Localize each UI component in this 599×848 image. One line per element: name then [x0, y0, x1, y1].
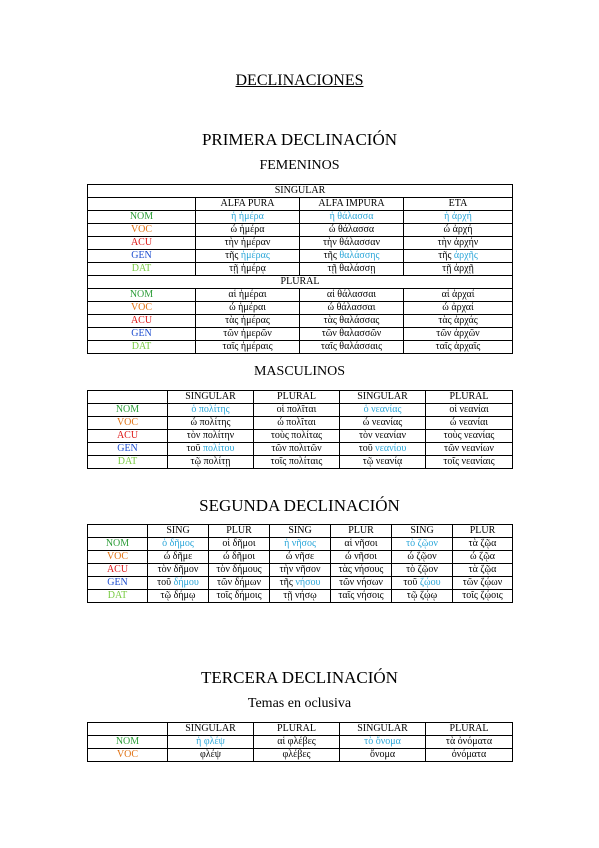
table-cell: [340, 443, 426, 456]
table-cell: [254, 749, 340, 762]
header-row: [88, 391, 513, 404]
table-cell: [331, 538, 392, 551]
table-cell: [254, 417, 340, 430]
table-cell: [196, 263, 300, 276]
singular-label: SINGULAR: [88, 185, 513, 198]
header-row: [88, 525, 513, 538]
table-cell: [392, 577, 453, 590]
word-form: ταῖς νήσοις: [338, 590, 384, 601]
case-label-acu: ACU: [88, 315, 196, 328]
table-row: [88, 736, 513, 749]
table-cell: [404, 302, 513, 315]
segunda-heading: SEGUNDA DECLINACIÓN: [199, 496, 400, 515]
highlighted-form: τὸ ὄνομα: [364, 736, 401, 747]
table-cell: [209, 590, 270, 603]
case-label-gen: GEN: [88, 250, 196, 263]
table-cell: [300, 224, 404, 237]
table-cell: [148, 577, 209, 590]
table-cell: [300, 289, 404, 302]
word-form: ὦ ἡμέρα: [230, 224, 265, 235]
table-cell: [209, 551, 270, 564]
table-cell: [196, 328, 300, 341]
table-cell: [426, 736, 513, 749]
table-cell: [300, 328, 404, 341]
word-form: τὰς ἡμέρας: [225, 315, 270, 326]
table-cell: [453, 564, 513, 577]
table-cell: [270, 590, 331, 603]
table-row: [88, 211, 513, 224]
table-cell: [168, 417, 254, 430]
table-cell: [270, 577, 331, 590]
table-cell: [196, 224, 300, 237]
table-cell: [196, 302, 300, 315]
table-cell: [331, 551, 392, 564]
table-cell: [148, 551, 209, 564]
table-cell: [270, 551, 331, 564]
table-cell: [340, 417, 426, 430]
table-row: [88, 538, 513, 551]
word-form: τῷ νεανίᾳ: [362, 456, 403, 467]
column-header: PLURAL: [254, 391, 340, 404]
table-cell: [254, 404, 340, 417]
word-form: ὦ θάλασσα: [328, 224, 375, 235]
table-cell: [340, 736, 426, 749]
word-form: τὸν δῆμον: [157, 564, 199, 575]
table-cell: [404, 237, 513, 250]
table-cell: [168, 443, 254, 456]
table-cell: [404, 289, 513, 302]
table-cell: [254, 736, 340, 749]
table-row: [88, 263, 513, 276]
highlighted-form: τὸ ζῷον: [406, 538, 438, 549]
table-row: [88, 417, 513, 430]
column-header: ETA: [404, 198, 513, 211]
word-form: τῶν πολιτῶν: [271, 443, 322, 454]
table-cell: [453, 590, 513, 603]
word-form: τὴν θάλασσαν: [323, 237, 380, 248]
column-header: ALFA PURA: [196, 198, 300, 211]
corner-cell: [88, 723, 168, 736]
table-cell: [148, 590, 209, 603]
column-header: SINGULAR: [340, 391, 426, 404]
highlighted-form: ἡ νῆσος: [284, 538, 316, 549]
word-form: τὰ ζῷα: [468, 564, 497, 575]
word-form: τῶν νεανίων: [444, 443, 494, 454]
word-article: τῆς: [438, 250, 454, 261]
word-form: τῶν ἡμερῶν: [223, 328, 272, 339]
table-cell: [426, 443, 513, 456]
word-article: τοῦ: [157, 577, 174, 588]
corner-cell: [88, 198, 196, 211]
table-cell: [300, 263, 404, 276]
table-row: [88, 237, 513, 250]
column-header: PLUR: [331, 525, 392, 538]
case-label-dat: DAT: [88, 263, 196, 276]
table-cell: [404, 211, 513, 224]
section-row: [88, 185, 513, 198]
tercera-heading: TERCERA DECLINACIÓN: [201, 668, 398, 687]
table-cell: [148, 564, 209, 577]
word-form: ταῖς ἡμέραις: [222, 341, 273, 352]
word-form: τῇ ἀρχῇ: [442, 263, 474, 274]
table-cell: [426, 456, 513, 469]
column-header: SING: [392, 525, 453, 538]
table-row: [88, 302, 513, 315]
case-label-nom: NOM: [88, 289, 196, 302]
table-cell: [331, 564, 392, 577]
column-header: SINGULAR: [340, 723, 426, 736]
header-row: [88, 198, 513, 211]
table-cell: [209, 564, 270, 577]
word-form: ὦ νεανίας: [362, 417, 403, 428]
column-header: SINGULAR: [168, 723, 254, 736]
case-label-voc: VOC: [88, 749, 168, 762]
word-form: ὄνομα: [369, 749, 396, 760]
case-label-voc: VOC: [88, 551, 148, 564]
table-cell: [168, 404, 254, 417]
section-row: [88, 276, 513, 289]
case-label-acu: ACU: [88, 564, 148, 577]
word-form: τῶν δήμων: [216, 577, 262, 588]
word-form: τῶν ἀρχῶν: [436, 328, 480, 339]
word-form: ὦ ἀρχαί: [442, 302, 474, 313]
case-label-dat: DAT: [88, 456, 168, 469]
word-form: οἱ νεανίαι: [449, 404, 489, 415]
table-cell: [254, 430, 340, 443]
word-article: τῆς: [323, 250, 340, 261]
table-row: [88, 430, 513, 443]
table-cell: [453, 551, 513, 564]
word-form: αἱ θάλασσαι: [326, 289, 377, 300]
word-form: ὦ πολίτης: [190, 417, 231, 428]
table-row: [88, 250, 513, 263]
word-form: τὸν νεανίαν: [359, 430, 406, 441]
word-form: τὸ ζῷον: [406, 564, 438, 575]
table-cell: [148, 538, 209, 551]
word-form: ὦ νῆσοι: [345, 551, 377, 562]
table-cell: [209, 538, 270, 551]
table-cell: [340, 430, 426, 443]
table-cell: [426, 749, 513, 762]
table-cell: [300, 315, 404, 328]
table-cell: [404, 328, 513, 341]
segunda-table: [87, 524, 513, 603]
word-form: ὦ νῆσε: [285, 551, 315, 562]
word-article: τῆς: [279, 577, 296, 588]
table-row: [88, 564, 513, 577]
table-cell: [300, 341, 404, 354]
case-label-nom: NOM: [88, 211, 196, 224]
word-form: ὦ νεανίαι: [449, 417, 489, 428]
table-cell: [196, 315, 300, 328]
table-cell: [300, 302, 404, 315]
table-cell: [196, 289, 300, 302]
table-cell: [196, 341, 300, 354]
table-row: [88, 590, 513, 603]
case-label-voc: VOC: [88, 224, 196, 237]
word-form: τὴν νῆσον: [279, 564, 321, 575]
table-cell: [331, 590, 392, 603]
word-form: τὰς θαλάσσας: [323, 315, 380, 326]
word-form: τῇ νήσῳ: [283, 590, 317, 601]
table-cell: [426, 430, 513, 443]
table-cell: [300, 211, 404, 224]
word-article: τοῦ: [186, 443, 203, 454]
highlighted-form: ὁ πολίτης: [191, 404, 230, 415]
word-form: ὦ πολῖται: [277, 417, 316, 428]
word-form: τοῖς δήμοις: [216, 590, 262, 601]
table-cell: [426, 404, 513, 417]
table-cell: [340, 749, 426, 762]
table-row: [88, 749, 513, 762]
case-label-voc: VOC: [88, 302, 196, 315]
word-form: ὦ δῆμε: [163, 551, 193, 562]
highlighted-form: ὁ νεανίας: [363, 404, 402, 415]
word-form: τὴν ἀρχήν: [437, 237, 479, 248]
word-form: τὰ ζῷα: [468, 538, 497, 549]
column-header: SING: [148, 525, 209, 538]
word-form: τὴν ἡμέραν: [224, 237, 271, 248]
table-cell: [404, 224, 513, 237]
table-cell: [404, 250, 513, 263]
word-form: φλέβες: [282, 749, 311, 760]
case-label-nom: NOM: [88, 736, 168, 749]
case-label-gen: GEN: [88, 328, 196, 341]
table-cell: [392, 551, 453, 564]
case-label-nom: NOM: [88, 538, 148, 551]
table-cell: [196, 211, 300, 224]
table-cell: [392, 538, 453, 551]
word-form: τῶν ζῴων: [462, 577, 503, 588]
table-cell: [254, 456, 340, 469]
table-row: [88, 224, 513, 237]
table-row: [88, 551, 513, 564]
tercera-table: [87, 722, 513, 762]
table-cell: [168, 430, 254, 443]
column-header: PLURAL: [254, 723, 340, 736]
corner-cell: [88, 391, 168, 404]
word-form: φλέψ: [199, 749, 222, 760]
table-row: [88, 456, 513, 469]
column-header: PLURAL: [426, 391, 513, 404]
word-form: ὦ δῆμοι: [222, 551, 256, 562]
table-cell: [392, 564, 453, 577]
column-header: ALFA IMPURA: [300, 198, 404, 211]
word-form: αἱ ἀρχαί: [441, 289, 475, 300]
highlighted-form: ἡ ἀρχή: [444, 211, 472, 222]
table-cell: [300, 237, 404, 250]
column-header: PLURAL: [426, 723, 513, 736]
table-cell: [254, 443, 340, 456]
word-form: αἱ νῆσοι: [344, 538, 378, 549]
word-form: αἱ φλέβες: [277, 736, 316, 747]
corner-cell: [88, 525, 148, 538]
word-article: τοῦ: [403, 577, 420, 588]
column-header: SINGULAR: [168, 391, 254, 404]
highlighted-form: ἡ θάλασσα: [329, 211, 374, 222]
case-label-dat: DAT: [88, 341, 196, 354]
word-form: τὸν δήμους: [216, 564, 262, 575]
word-form: ὦ ζῷα: [469, 551, 496, 562]
case-label-gen: GEN: [88, 577, 148, 590]
highlighted-form: ὁ δῆμος: [162, 538, 194, 549]
case-label-nom: NOM: [88, 404, 168, 417]
word-form: ὀνόματα: [451, 749, 487, 760]
word-form: τοῖς πολίταις: [270, 456, 323, 467]
table-cell: [168, 456, 254, 469]
highlighted-form: δήμου: [173, 577, 199, 588]
table-cell: [404, 315, 513, 328]
word-form: τοὺς πολίτας: [270, 430, 323, 441]
highlighted-form: νήσου: [295, 577, 321, 588]
word-article: τῆς: [225, 250, 241, 261]
word-form: ὦ ζῷον: [407, 551, 437, 562]
table-cell: [168, 736, 254, 749]
highlighted-form: ἀρχῆς: [453, 250, 478, 261]
table-cell: [426, 417, 513, 430]
table-row: [88, 341, 513, 354]
table-row: [88, 443, 513, 456]
case-label-dat: DAT: [88, 590, 148, 603]
column-header: PLUR: [453, 525, 513, 538]
highlighted-form: πολίτου: [202, 443, 235, 454]
table-row: [88, 328, 513, 341]
table-cell: [196, 250, 300, 263]
word-form: ὦ ἡμέραι: [229, 302, 266, 313]
masculinos-heading: MASCULINOS: [253, 364, 345, 379]
case-label-acu: ACU: [88, 430, 168, 443]
word-form: οἱ δῆμοι: [222, 538, 256, 549]
table-cell: [196, 237, 300, 250]
highlighted-form: νεανίου: [375, 443, 407, 454]
page-title: DECLINACIONES: [235, 72, 364, 89]
header-row: [88, 723, 513, 736]
word-form: τῷ ζῴῳ: [406, 590, 438, 601]
table-cell: [300, 250, 404, 263]
table-cell: [392, 590, 453, 603]
highlighted-form: ἡ ἡμέρα: [231, 211, 264, 222]
highlighted-form: ἡ φλέψ: [196, 736, 225, 747]
column-header: SING: [270, 525, 331, 538]
word-form: αἱ ἡμέραι: [228, 289, 267, 300]
case-label-gen: GEN: [88, 443, 168, 456]
word-form: τῶν θαλασσῶν: [321, 328, 382, 339]
table-row: [88, 289, 513, 302]
primera-heading: PRIMERA DECLINACIÓN: [201, 130, 398, 149]
word-form: τὰς ἀρχάς: [438, 315, 478, 326]
table-cell: [453, 577, 513, 590]
word-form: οἱ πολῖται: [276, 404, 317, 415]
word-form: τὰ ὀνόματα: [445, 736, 493, 747]
table-cell: [404, 263, 513, 276]
word-form: ταῖς θαλάσσαις: [320, 341, 383, 352]
word-article: τοῦ: [358, 443, 376, 454]
table-cell: [209, 577, 270, 590]
word-form: ὦ ἀρχή: [443, 224, 473, 235]
column-header: PLUR: [209, 525, 270, 538]
table-row: [88, 577, 513, 590]
tercera-subheading: Temas en oclusiva: [247, 696, 352, 711]
word-form: τὰς νήσους: [338, 564, 384, 575]
table-row: [88, 315, 513, 328]
table-cell: [270, 538, 331, 551]
word-form: τῷ πολίτῃ: [190, 456, 231, 467]
table-cell: [453, 538, 513, 551]
word-form: τὸν πολίτην: [186, 430, 235, 441]
word-form: τοὺς νεανίας: [443, 430, 495, 441]
word-form: τῷ δήμῳ: [160, 590, 196, 601]
case-label-acu: ACU: [88, 237, 196, 250]
word-form: ὦ θάλασσαι: [327, 302, 376, 313]
plural-label: PLURAL: [88, 276, 513, 289]
word-form: τῇ ἡμέρᾳ: [229, 263, 266, 274]
word-form: τοῖς ζῴοις: [462, 590, 503, 601]
table-row: [88, 404, 513, 417]
table-cell: [331, 577, 392, 590]
highlighted-form: ἡμέρας: [240, 250, 270, 261]
table-cell: [270, 564, 331, 577]
table-cell: [168, 749, 254, 762]
word-form: τῇ θαλάσσῃ: [327, 263, 376, 274]
word-form: τῶν νήσων: [339, 577, 383, 588]
word-form: τοῖς νεανίαις: [443, 456, 495, 467]
highlighted-form: ζῴου: [419, 577, 441, 588]
table-cell: [404, 341, 513, 354]
case-label-voc: VOC: [88, 417, 168, 430]
table-cell: [340, 456, 426, 469]
table-cell: [340, 404, 426, 417]
femeninos-table: [87, 184, 513, 354]
highlighted-form: θαλάσσης: [339, 250, 380, 261]
word-form: ταῖς ἀρχαῖς: [435, 341, 481, 352]
femeninos-heading: FEMENINOS: [259, 158, 340, 173]
masculinos-table: [87, 390, 513, 469]
